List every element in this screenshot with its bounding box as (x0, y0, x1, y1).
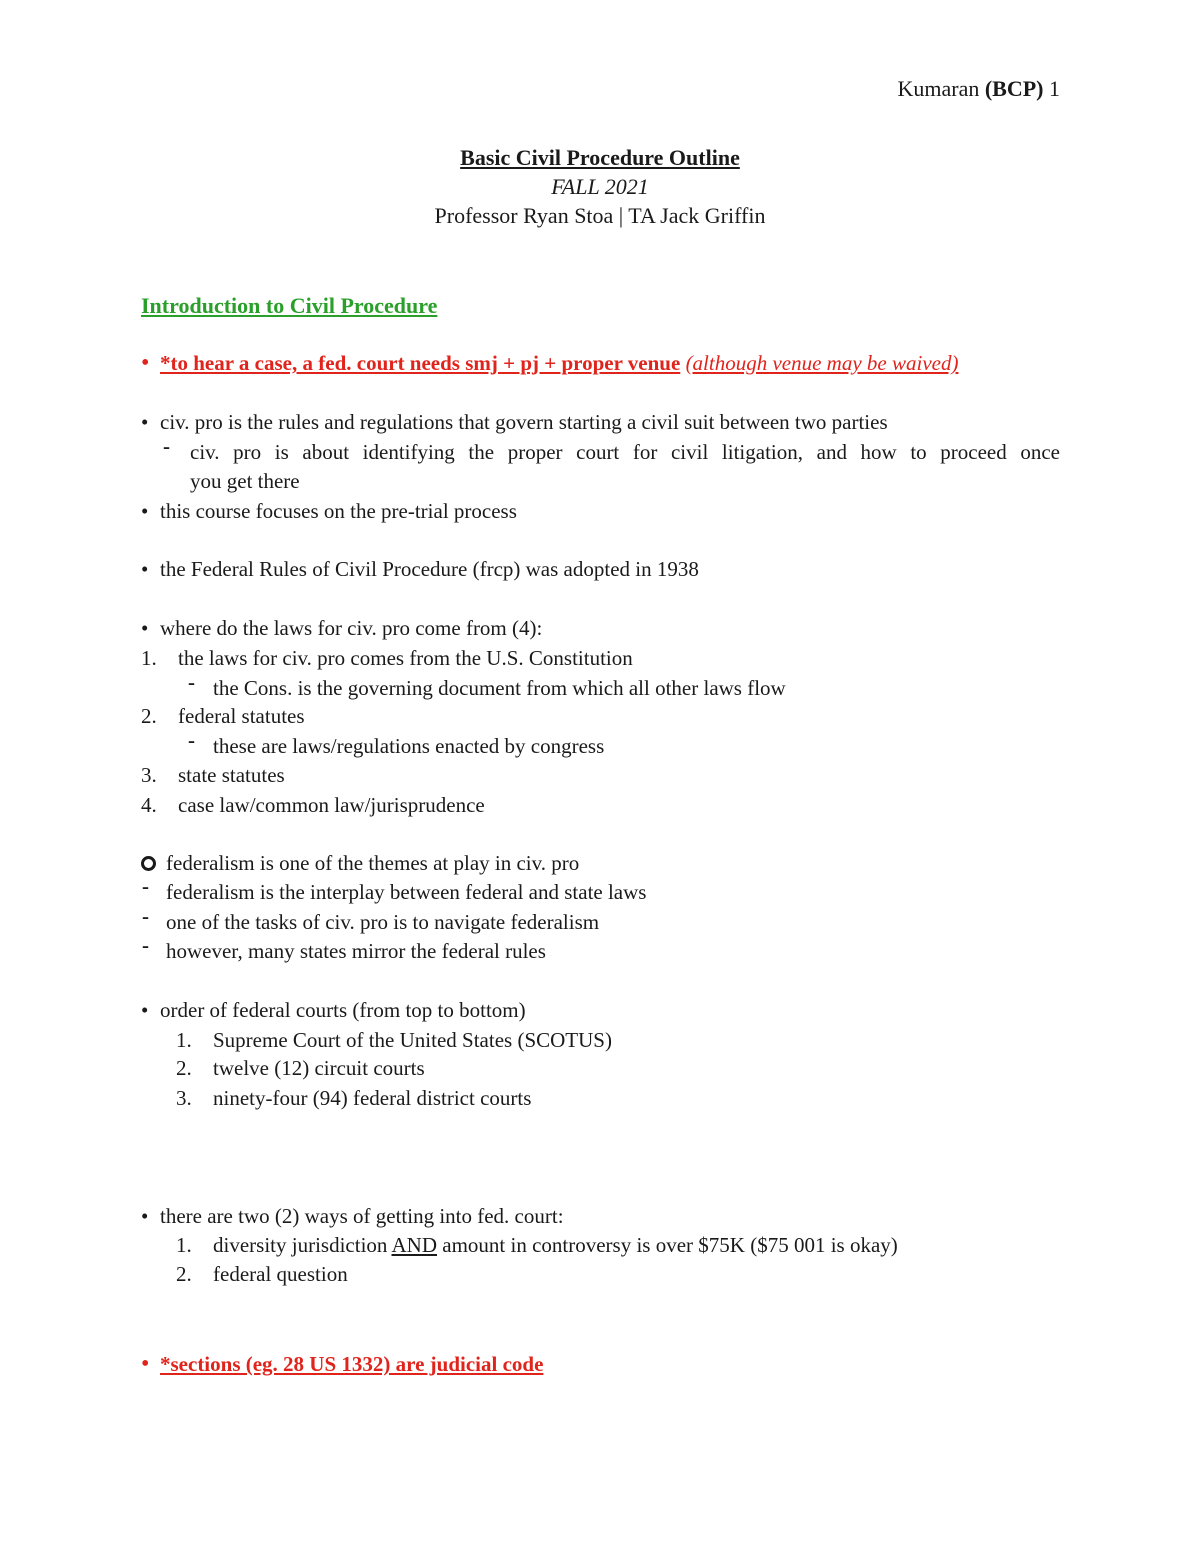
list-number: 2. (176, 1056, 192, 1080)
list-item: civ. pro is the rules and regulations that govern starting a civil suit between two parties (160, 410, 888, 434)
list-item: this course focuses on the pre-trial process (160, 499, 517, 523)
list-item: the Federal Rules of Civil Procedure (frcp) was adopted in 1938 (160, 557, 699, 581)
key-point-main: *to hear a case, a fed. court needs smj + pj + proper venue (160, 351, 681, 375)
list-item: federalism is one of the themes at play in civ. pro (166, 851, 580, 875)
bullet-icon: • (141, 1204, 149, 1228)
bullet-icon: • (141, 557, 149, 581)
dash-icon: - (163, 434, 170, 458)
bullet-icon: • (141, 1351, 150, 1377)
numbered-item: federal statutes (178, 704, 305, 728)
document-title: Basic Civil Procedure Outline (460, 145, 740, 170)
list-item: where do the laws for civ. pro come from (4): (160, 616, 543, 640)
item-text-post: amount in controversy is over $75K ($75 001 is okay) (437, 1233, 898, 1257)
list-item: there are two (2) ways of getting into fed. court: (160, 1204, 564, 1228)
numbered-item: case law/common law/jurisprudence (178, 793, 485, 817)
dash-icon: - (188, 728, 195, 752)
key-point-note: (although venue may be waived) (685, 351, 959, 375)
list-subitem: federalism is the interplay between federal and state laws (166, 880, 647, 904)
document-term: FALL 2021 (551, 174, 649, 199)
item-text-pre: diversity jurisdiction (213, 1233, 392, 1257)
list-number: 3. (141, 763, 157, 787)
list-subitem-continued: you get there (190, 469, 300, 493)
header-tag: (BCP) (984, 76, 1044, 101)
bullet-icon: • (141, 410, 149, 434)
list-subitem: these are laws/regulations enacted by congress (213, 734, 605, 758)
key-point-judicial-code: *sections (eg. 28 US 1332) are judicial code (160, 1352, 544, 1376)
list-number: 1. (176, 1233, 192, 1257)
dash-icon: - (142, 874, 149, 898)
numbered-item: Supreme Court of the United States (SCOTUS) (213, 1028, 612, 1052)
dash-icon: - (142, 933, 149, 957)
bullet-icon: • (141, 499, 149, 523)
list-subitem: civ. pro is about identifying the proper court for civil litigation, and how to proceed once (190, 440, 1060, 464)
list-number: 3. (176, 1086, 192, 1110)
numbered-item: ninety-four (94) federal district courts (213, 1086, 532, 1110)
section-title: Introduction to Civil Procedure (141, 293, 438, 318)
numbered-item (213, 1230, 898, 1260)
list-subitem: one of the tasks of civ. pro is to navigate federalism (166, 910, 600, 934)
list-subitem: however, many states mirror the federal rules (166, 939, 546, 963)
numbered-item: the laws for civ. pro comes from the U.S. Constitution (178, 646, 633, 670)
list-item: order of federal courts (from top to bottom) (160, 998, 526, 1022)
numbered-item: twelve (12) circuit courts (213, 1056, 425, 1080)
bullet-icon: • (141, 998, 149, 1022)
bullet-icon: • (141, 616, 149, 640)
key-point-venue (160, 348, 958, 378)
header-page-number: 1 (1049, 76, 1060, 101)
list-subitem: the Cons. is the governing document from which all other laws flow (213, 676, 786, 700)
list-number: 4. (141, 793, 157, 817)
page-header (897, 74, 1060, 104)
list-number: 1. (176, 1028, 192, 1052)
dash-icon: - (188, 670, 195, 694)
circle-bullet-icon (141, 856, 156, 871)
header-author: Kumaran (897, 76, 980, 101)
numbered-item: state statutes (178, 763, 285, 787)
numbered-item: federal question (213, 1262, 348, 1286)
bullet-icon: • (141, 350, 150, 376)
list-number: 2. (176, 1262, 192, 1286)
dash-icon: - (142, 904, 149, 928)
list-number: 2. (141, 704, 157, 728)
list-number: 1. (141, 646, 157, 670)
document-professor: Professor Ryan Stoa | TA Jack Griffin (434, 203, 766, 228)
item-text-emphasis: AND (391, 1233, 437, 1257)
